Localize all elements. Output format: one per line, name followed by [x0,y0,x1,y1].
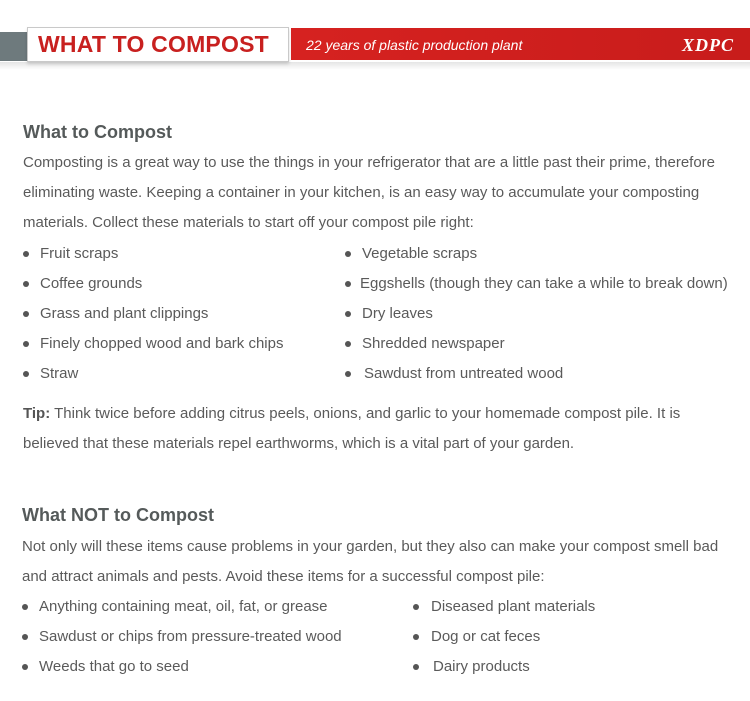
header-banner [0,0,750,70]
not-compost-intro: Not only will these items cause problems in your garden, but they also can make your compost smell bad and attract animals and pests. Avoid these items for a successful compost pile: [22,538,719,585]
bullet-icon [23,311,29,317]
bullet-icon [345,371,351,377]
banner-red-bar [291,28,750,60]
tip-label: Tip: [23,405,51,422]
banner-shadow [0,62,750,70]
bullet-icon [23,281,29,287]
bullet-icon [22,664,28,670]
bullet-icon [22,604,28,610]
banner-title: WHAT TO COMPOST [38,31,269,57]
bullet-icon [23,341,29,347]
tip-paragraph [23,399,738,459]
compost-intro: Composting is a great way to use the things in your refrigerator that are a little past their prime, therefore eliminating waste. Keeping a container in your kitchen, is an easy way to accumulate your composting materials. Collect these materials to start off your compost pile right: [23,154,716,231]
bullet-icon [413,604,419,610]
bullet-icon [345,341,351,347]
bullet-icon [23,371,29,377]
banner-left-accent [0,32,27,61]
bullet-icon [23,251,29,257]
banner-title-box [27,27,289,62]
bullet-icon [345,311,351,317]
section-heading-what-not-to-compost: What NOT to Compost [22,505,214,525]
brand-logo: XDPC [681,35,734,55]
tip-text: Think twice before adding citrus peels, onions, and garlic to your homemade compost pile. It is believed that these materials repel earthworms, which is a vital part of your garden. [23,405,681,452]
banner-slogan: 22 years of plastic production plant [306,37,523,53]
bullet-icon [22,634,28,640]
section-heading-what-to-compost: What to Compost [23,122,172,142]
bullet-icon [345,281,351,287]
bullet-icon [413,664,419,670]
bullet-icon [413,634,419,640]
bullet-icon [345,251,351,257]
